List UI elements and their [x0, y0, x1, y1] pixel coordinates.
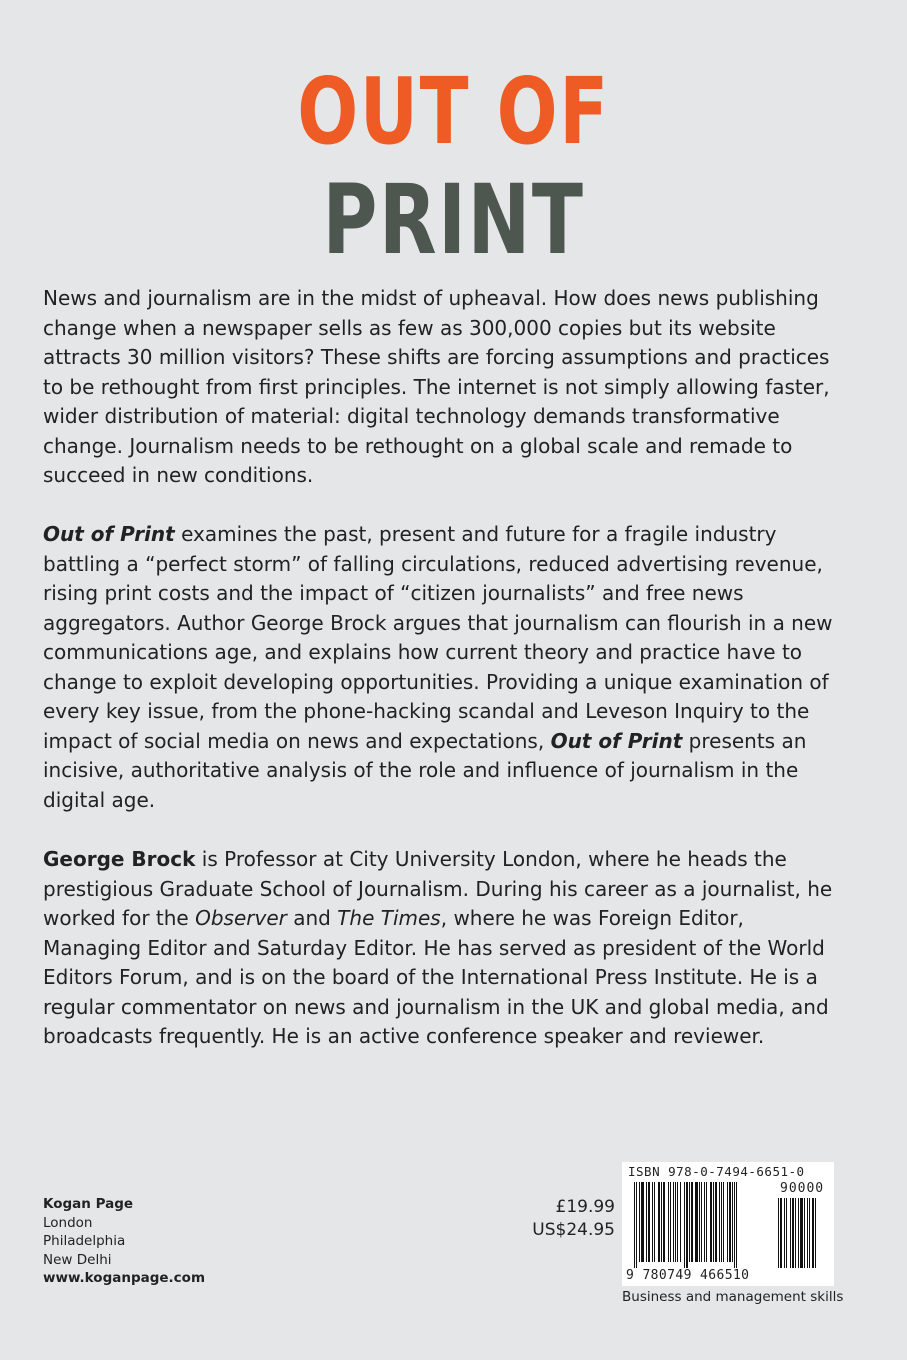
price-usd: US$24.95: [532, 1220, 615, 1240]
ean-digits: 9 780749 466510: [626, 1268, 750, 1283]
blurb-text: presents an incisive, authoritative analysis of the role and influence of journalism in the digital age.: [43, 728, 807, 812]
barcode-bar: [727, 1182, 728, 1262]
barcode-bar: [804, 1198, 805, 1268]
publication-observer: Observer: [195, 906, 287, 930]
barcode-bar: [695, 1182, 698, 1262]
barcode-bar: [636, 1182, 637, 1268]
blurb-paragraph-2: [43, 520, 833, 815]
publisher-website: www.koganpage.com: [43, 1270, 206, 1286]
barcode-bar: [704, 1182, 705, 1262]
barcode-bar: [736, 1182, 737, 1268]
bio-text: , where he was Foreign Editor, Managing Editor and Saturday Editor. He has served as president of the World Editors Forum, and is on the board of the International Press Institute. He is a regular commentator on news and journalism in the UK and global media, and broadcasts frequently. He is an active conference speaker and reviewer.: [43, 906, 829, 1048]
bio-text: and: [286, 906, 338, 930]
book-title-emphasis: Out of Print: [43, 522, 175, 546]
title-out-of: OUT OF: [297, 58, 610, 165]
price-block: [500, 1196, 615, 1242]
book-title-emphasis: Out of Print: [550, 728, 683, 753]
barcode-bar: [812, 1198, 814, 1268]
barcode-bar: [807, 1198, 808, 1268]
barcode-bar: [734, 1182, 735, 1268]
publication-times: The Times: [337, 906, 441, 930]
barcode-bar: [715, 1182, 717, 1262]
barcode-bar: [798, 1198, 799, 1268]
barcode-bar: [732, 1182, 733, 1262]
publisher-city: New Delhi: [43, 1251, 112, 1268]
ean-barcode-bars: [634, 1182, 774, 1268]
barcode-bar: [675, 1182, 676, 1262]
barcode-bar: [661, 1182, 662, 1262]
addon-digits: 90000: [780, 1181, 825, 1196]
barcode-bar: [815, 1198, 816, 1268]
bio-text: is Professor at City University London, where he heads the prestigious Graduate School of Journalism. During his career as a journalist, he worked for the: [43, 847, 833, 930]
barcode-bar: [784, 1198, 785, 1268]
barcode-bar: [729, 1182, 731, 1262]
barcode-bar: [795, 1198, 796, 1268]
barcode-bar: [713, 1182, 714, 1262]
barcode-bar: [780, 1198, 782, 1268]
barcode-bar: [658, 1182, 660, 1262]
barcode-bar: [691, 1182, 693, 1262]
barcode-bar: [710, 1182, 712, 1262]
barcode-bar: [721, 1182, 722, 1262]
author-name: George Brock: [43, 847, 196, 871]
barcode-bar: [673, 1182, 674, 1262]
publisher-block: [43, 1195, 205, 1288]
barcode-bar: [809, 1198, 810, 1268]
barcode-bar: [699, 1182, 700, 1262]
barcode: [622, 1162, 834, 1286]
barcode-bar: [719, 1182, 720, 1262]
blurb-paragraph-1: News and journalism are in the midst of upheaval. How does news publishing change when a newspaper sells as few as 300,000 copies but its website attracts 30 million visitors? These shifts are forcing assumptions and practices to be rethought from first principles. The internet is not simply allowing faster, wider distribution of material: digital technology demands transformative change. Journalism needs to be rethought on a global scale and remade to succeed in new conditions.: [43, 286, 830, 487]
barcode-bar: [778, 1198, 779, 1268]
barcode-bar: [686, 1182, 688, 1268]
barcode-bar: [786, 1198, 787, 1268]
barcode-bar: [684, 1182, 685, 1268]
price-gbp: £19.99: [555, 1197, 615, 1217]
barcode-bar: [641, 1182, 644, 1262]
barcode-bar: [677, 1182, 678, 1262]
isbn-label: ISBN 978-0-7494-6651-0: [628, 1164, 805, 1179]
barcode-bar: [652, 1182, 653, 1262]
blurb-text: examines the past, present and future for a fragile industry battling a “perfect storm” of falling circulations, reduced advertising revenue, rising print costs and the impact of “citizen journalists” and free news aggregators. Author George Brock argues that journalism can flourish in a new communications age, and explains how current theory and practice have to change to exploit developing opportunities. Providing a unique examination of every key issue, from the phone-hacking scandal and Leveson Inquiry to the impact of social media on news and expectations,: [43, 522, 833, 753]
title-print: PRINT: [322, 164, 585, 276]
publisher-city: Philadelphia: [43, 1233, 126, 1249]
author-bio: [43, 845, 833, 1052]
category-label: Business and management skills: [622, 1289, 844, 1305]
barcode-bar: [680, 1182, 681, 1262]
barcode-bar: [639, 1182, 640, 1262]
publisher-city: London: [43, 1214, 93, 1231]
barcode-bar: [648, 1182, 650, 1262]
barcode-bar: [689, 1182, 690, 1262]
barcode-bar: [792, 1198, 794, 1268]
barcode-bar: [663, 1182, 665, 1262]
publisher-name: Kogan Page: [43, 1196, 134, 1212]
barcode-bar: [800, 1198, 803, 1268]
barcode-bar: [668, 1182, 669, 1262]
barcode-bar: [701, 1182, 702, 1262]
barcode-bar: [654, 1182, 655, 1262]
barcode-bar: [646, 1182, 647, 1262]
barcode-bar: [790, 1198, 791, 1268]
barcode-bar: [634, 1182, 635, 1268]
addon-barcode-bars: [778, 1198, 830, 1268]
barcode-bar: [670, 1182, 671, 1262]
barcode-bar: [723, 1182, 724, 1262]
barcode-bar: [706, 1182, 707, 1262]
